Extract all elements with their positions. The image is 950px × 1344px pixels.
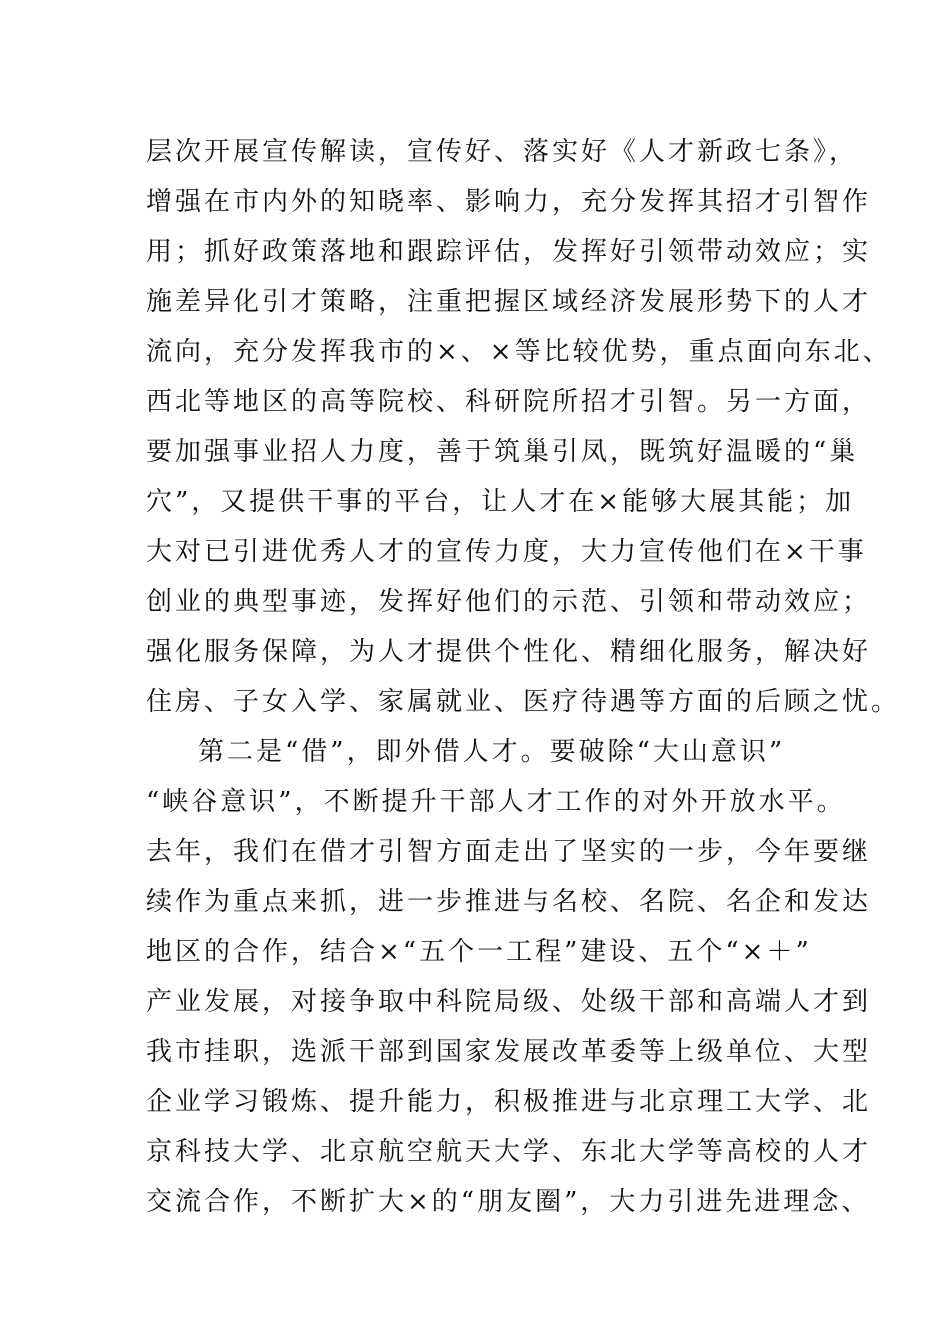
text-line: 企业学习锻炼、提升能力，积极推进与北京理工大学、北 bbox=[146, 1087, 872, 1117]
text-line: 西北等地区的高等院校、科研院所招才引智。另一方面， bbox=[146, 387, 872, 417]
text-line: 要加强事业招人力度，善于筑巢引凤，既筑好温暖的“巢 bbox=[146, 437, 859, 467]
text-line: 强化服务保障，为人才提供个性化、精细化服务，解决好 bbox=[146, 637, 872, 667]
text-line: 施差异化引才策略，注重把握区域经济发展形势下的人才 bbox=[146, 287, 872, 317]
text-line: 去年，我们在借才引智方面走出了坚实的一步，今年要继 bbox=[146, 837, 872, 867]
text-line: 交流合作，不断扩大×的“朋友圈”，大力引进先进理念、 bbox=[146, 1187, 871, 1217]
text-line: “峡谷意识”，不断提升干部人才工作的对外开放水平。 bbox=[146, 787, 846, 817]
text-line: 大对已引进优秀人才的宣传力度，大力宣传他们在×干事 bbox=[146, 537, 867, 567]
text-line: 增强在市内外的知晓率、影响力，充分发挥其招才引智作 bbox=[146, 187, 872, 217]
paragraph-first-line: 第二是“借”，即外借人才。要破除“大山意识” bbox=[198, 737, 786, 767]
text-line: 京科技大学、北京航空航天大学、东北大学等高校的人才 bbox=[146, 1137, 872, 1167]
text-line: 我市挂职，选派干部到国家发展改革委等上级单位、大型 bbox=[146, 1037, 872, 1067]
text-line: 续作为重点来抓，进一步推进与名校、名院、名企和发达 bbox=[146, 887, 872, 917]
text-line: 流向，充分发挥我市的×、×等比较优势，重点面向东北、 bbox=[146, 337, 892, 367]
text-line: 用；抓好政策落地和跟踪评估，发挥好引领带动效应；实 bbox=[146, 237, 872, 267]
text-line: 地区的合作，结合×“五个一工程”建设、五个“×＋” bbox=[146, 937, 812, 967]
text-line: 创业的典型事迹，发挥好他们的示范、引领和带动效应； bbox=[146, 587, 872, 617]
text-line: 穴”，又提供干事的平台，让人才在×能够大展其能；加 bbox=[146, 487, 855, 517]
text-line: 层次开展宣传解读，宣传好、落实好《人才新政七条》， bbox=[146, 137, 859, 167]
text-line: 产业发展，对接争取中科院局级、处级干部和高端人才到 bbox=[146, 987, 872, 1017]
text-line: 住房、子女入学、家属就业、医疗待遇等方面的后顾之忧。 bbox=[146, 687, 901, 717]
